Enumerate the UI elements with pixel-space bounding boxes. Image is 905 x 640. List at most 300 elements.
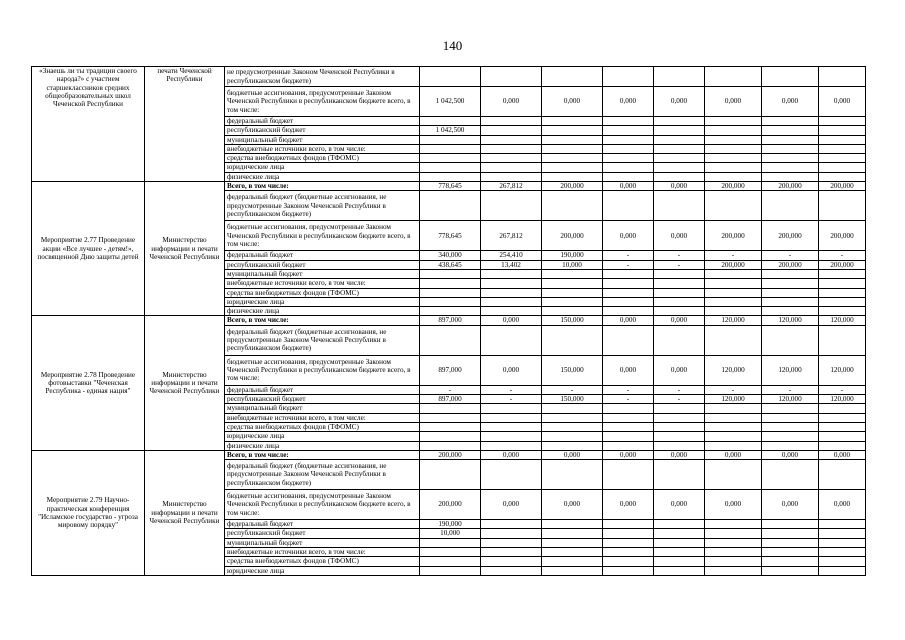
amount-cell <box>542 307 603 316</box>
amount-cell <box>762 413 819 422</box>
amount-cell <box>420 154 481 163</box>
amount-cell <box>603 135 654 144</box>
amount-cell <box>654 538 705 547</box>
amount-cell: 120,000 <box>819 395 866 404</box>
amount-cell: 120,000 <box>705 395 762 404</box>
amount-cell <box>420 325 481 355</box>
amount-cell <box>542 135 603 144</box>
executor-name: Министерство информации и печати Чеченской Республики <box>145 450 225 575</box>
amount-cell: 340,000 <box>420 251 481 260</box>
amount-cell: 200,000 <box>420 490 481 520</box>
amount-cell <box>481 441 542 450</box>
amount-cell <box>819 557 866 566</box>
amount-cell: 200,000 <box>819 221 866 251</box>
amount-cell <box>819 432 866 441</box>
amount-cell: 897,000 <box>420 316 481 325</box>
amount-cell <box>542 529 603 538</box>
amount-cell <box>819 126 866 135</box>
amount-cell <box>420 548 481 557</box>
amount-cell <box>762 422 819 431</box>
amount-cell <box>542 325 603 355</box>
amount-cell <box>481 288 542 297</box>
amount-cell <box>705 548 762 557</box>
amount-cell: 150,000 <box>542 395 603 404</box>
amount-cell <box>762 154 819 163</box>
amount-cell <box>420 163 481 172</box>
amount-cell <box>481 117 542 126</box>
amount-cell: 200,000 <box>705 182 762 191</box>
amount-cell <box>481 67 542 87</box>
amount-cell <box>705 288 762 297</box>
amount-cell: - <box>481 395 542 404</box>
amount-cell <box>762 117 819 126</box>
amount-cell: 0,000 <box>603 221 654 251</box>
funding-source: бюджетные ассигнования, предусмотренные Законом Чеченской Республики в республиканском бюджете всего, в том числе: <box>225 87 420 117</box>
amount-cell <box>603 154 654 163</box>
amount-cell: 0,000 <box>654 316 705 325</box>
amount-cell <box>603 325 654 355</box>
amount-cell: 10,000 <box>420 529 481 538</box>
amount-cell <box>481 566 542 575</box>
amount-cell: 150,000 <box>542 316 603 325</box>
amount-cell <box>603 538 654 547</box>
amount-cell <box>705 135 762 144</box>
amount-cell: 120,000 <box>705 355 762 385</box>
amount-cell <box>819 172 866 181</box>
amount-cell: 120,000 <box>705 316 762 325</box>
amount-cell <box>481 529 542 538</box>
funding-source: федеральный бюджет <box>225 520 420 529</box>
amount-cell <box>542 67 603 87</box>
amount-cell: - <box>603 251 654 260</box>
amount-cell <box>762 432 819 441</box>
table-row <box>32 450 866 459</box>
amount-cell: 200,000 <box>762 182 819 191</box>
amount-cell <box>819 538 866 547</box>
amount-cell: 200,000 <box>762 221 819 251</box>
amount-cell <box>705 144 762 153</box>
amount-cell: 190,000 <box>420 520 481 529</box>
activity-name: Мероприятие 2.79 Научно-практическая конференция "Исламское государство - угроза мировому порядку" <box>32 450 145 575</box>
amount-cell <box>654 413 705 422</box>
amount-cell <box>542 441 603 450</box>
amount-cell <box>481 154 542 163</box>
amount-cell <box>420 172 481 181</box>
amount-cell <box>542 191 603 221</box>
funding-source: муниципальный бюджет <box>225 269 420 278</box>
amount-cell <box>420 441 481 450</box>
amount-cell <box>819 460 866 490</box>
amount-cell <box>762 441 819 450</box>
amount-cell: 0,000 <box>542 87 603 117</box>
amount-cell <box>481 325 542 355</box>
amount-cell <box>542 297 603 306</box>
amount-cell <box>542 288 603 297</box>
amount-cell <box>420 297 481 306</box>
funding-source: бюджетные ассигнования, предусмотренные Законом Чеченской Республики в республиканском бюджете всего, в том числе: <box>225 221 420 251</box>
amount-cell <box>819 548 866 557</box>
amount-cell: - <box>420 385 481 394</box>
amount-cell <box>603 117 654 126</box>
amount-cell <box>481 548 542 557</box>
amount-cell <box>603 557 654 566</box>
amount-cell <box>420 288 481 297</box>
amount-cell <box>542 269 603 278</box>
amount-cell: - <box>542 385 603 394</box>
funding-source: средства внебюджетных фондов (ТФОМС) <box>225 422 420 431</box>
amount-cell: - <box>481 385 542 394</box>
amount-cell: 200,000 <box>762 260 819 269</box>
amount-cell: 120,000 <box>762 355 819 385</box>
amount-cell <box>819 191 866 221</box>
funding-source: муниципальный бюджет <box>225 135 420 144</box>
amount-cell <box>603 520 654 529</box>
amount-cell <box>420 307 481 316</box>
amount-cell <box>420 67 481 87</box>
amount-cell: 190,000 <box>542 251 603 260</box>
amount-cell <box>819 279 866 288</box>
amount-cell: 438,645 <box>420 260 481 269</box>
amount-cell: - <box>762 251 819 260</box>
amount-cell <box>603 144 654 153</box>
amount-cell <box>603 67 654 87</box>
amount-cell <box>762 548 819 557</box>
amount-cell <box>481 307 542 316</box>
amount-cell <box>654 557 705 566</box>
amount-cell <box>705 413 762 422</box>
funding-source: физические лица <box>225 307 420 316</box>
amount-cell: 200,000 <box>705 221 762 251</box>
amount-cell <box>762 404 819 413</box>
amount-cell <box>420 404 481 413</box>
amount-cell <box>420 144 481 153</box>
amount-cell <box>603 413 654 422</box>
amount-cell <box>654 154 705 163</box>
page-number: 140 <box>442 38 463 53</box>
amount-cell <box>705 172 762 181</box>
funding-source: федеральный бюджет (бюджетные ассигнования, не предусмотренные Законом Чеченской Республики в республиканском бюджете) <box>225 325 420 355</box>
amount-cell <box>542 163 603 172</box>
funding-source: средства внебюджетных фондов (ТФОМС) <box>225 154 420 163</box>
amount-cell <box>481 135 542 144</box>
funding-source: республиканский бюджет <box>225 395 420 404</box>
amount-cell: 0,000 <box>542 490 603 520</box>
amount-cell <box>762 566 819 575</box>
funding-source: юридические лица <box>225 432 420 441</box>
amount-cell <box>819 529 866 538</box>
amount-cell: - <box>654 395 705 404</box>
funding-source: внебюджетные источники всего, в том числе: <box>225 144 420 153</box>
amount-cell <box>654 172 705 181</box>
amount-cell <box>603 566 654 575</box>
funding-source: средства внебюджетных фондов (ТФОМС) <box>225 557 420 566</box>
amount-cell: 200,000 <box>542 182 603 191</box>
amount-cell <box>705 269 762 278</box>
amount-cell <box>705 297 762 306</box>
funding-source: республиканский бюджет <box>225 260 420 269</box>
amount-cell: 0,000 <box>603 450 654 459</box>
amount-cell <box>705 422 762 431</box>
amount-cell: 0,000 <box>819 490 866 520</box>
amount-cell <box>762 67 819 87</box>
amount-cell <box>819 297 866 306</box>
amount-cell <box>603 191 654 221</box>
amount-cell <box>654 422 705 431</box>
amount-cell <box>705 432 762 441</box>
table-row <box>32 67 866 87</box>
amount-cell: 0,000 <box>762 87 819 117</box>
amount-cell <box>705 126 762 135</box>
amount-cell <box>762 172 819 181</box>
amount-cell <box>654 520 705 529</box>
amount-cell <box>654 163 705 172</box>
amount-cell <box>762 538 819 547</box>
amount-cell <box>542 422 603 431</box>
funding-source: внебюджетные источники всего, в том числе: <box>225 548 420 557</box>
amount-cell: 0,000 <box>603 316 654 325</box>
amount-cell <box>481 144 542 153</box>
amount-cell <box>654 441 705 450</box>
amount-cell <box>705 279 762 288</box>
funding-source: средства внебюджетных фондов (ТФОМС) <box>225 288 420 297</box>
amount-cell <box>654 135 705 144</box>
amount-cell: 0,000 <box>654 182 705 191</box>
amount-cell: 0,000 <box>654 355 705 385</box>
funding-source: республиканский бюджет <box>225 126 420 135</box>
amount-cell <box>705 404 762 413</box>
amount-cell: 120,000 <box>762 316 819 325</box>
amount-cell <box>481 432 542 441</box>
amount-cell: - <box>762 385 819 394</box>
amount-cell <box>420 117 481 126</box>
amount-cell <box>481 163 542 172</box>
amount-cell <box>819 422 866 431</box>
amount-cell <box>603 126 654 135</box>
funding-source: Всего, в том числе: <box>225 316 420 325</box>
amount-cell <box>762 297 819 306</box>
amount-cell <box>762 163 819 172</box>
amount-cell <box>603 432 654 441</box>
amount-cell <box>481 557 542 566</box>
amount-cell <box>654 297 705 306</box>
amount-cell <box>420 566 481 575</box>
amount-cell <box>603 288 654 297</box>
amount-cell <box>762 460 819 490</box>
amount-cell <box>819 566 866 575</box>
funding-source: федеральный бюджет (бюджетные ассигнования, не предусмотренные Законом Чеченской Республики в республиканском бюджете) <box>225 460 420 490</box>
amount-cell <box>654 269 705 278</box>
amount-cell <box>705 538 762 547</box>
amount-cell <box>542 404 603 413</box>
amount-cell <box>603 307 654 316</box>
amount-cell <box>705 307 762 316</box>
amount-cell: 0,000 <box>654 450 705 459</box>
amount-cell <box>705 566 762 575</box>
amount-cell <box>654 126 705 135</box>
amount-cell <box>762 529 819 538</box>
amount-cell <box>819 117 866 126</box>
amount-cell <box>481 269 542 278</box>
amount-cell <box>603 163 654 172</box>
amount-cell <box>481 404 542 413</box>
amount-cell: 0,000 <box>654 221 705 251</box>
amount-cell <box>705 154 762 163</box>
funding-source: Всего, в том числе: <box>225 450 420 459</box>
amount-cell <box>819 269 866 278</box>
amount-cell <box>705 557 762 566</box>
funding-source: физические лица <box>225 441 420 450</box>
amount-cell: 0,000 <box>654 87 705 117</box>
amount-cell <box>705 67 762 87</box>
amount-cell <box>542 548 603 557</box>
amount-cell <box>603 460 654 490</box>
amount-cell <box>542 557 603 566</box>
amount-cell <box>819 163 866 172</box>
amount-cell <box>654 529 705 538</box>
amount-cell <box>542 154 603 163</box>
amount-cell <box>705 529 762 538</box>
amount-cell <box>762 144 819 153</box>
amount-cell: 897,000 <box>420 395 481 404</box>
amount-cell <box>819 154 866 163</box>
amount-cell <box>481 422 542 431</box>
funding-source: федеральный бюджет <box>225 117 420 126</box>
amount-cell <box>819 441 866 450</box>
amount-cell <box>420 422 481 431</box>
activity-name: «Знаешь ли ты традиции своего народа?» с участием старшеклассников средних общеобразовательных школ Чеченской Республики <box>32 67 145 182</box>
amount-cell <box>481 172 542 181</box>
amount-cell <box>420 191 481 221</box>
amount-cell <box>481 279 542 288</box>
amount-cell: 0,000 <box>481 490 542 520</box>
amount-cell <box>654 307 705 316</box>
amount-cell: 10,000 <box>542 260 603 269</box>
funding-source: муниципальный бюджет <box>225 538 420 547</box>
amount-cell: 200,000 <box>420 450 481 459</box>
amount-cell <box>705 325 762 355</box>
amount-cell <box>762 269 819 278</box>
amount-cell: 1 042,500 <box>420 126 481 135</box>
amount-cell <box>420 432 481 441</box>
amount-cell <box>603 269 654 278</box>
amount-cell <box>762 307 819 316</box>
amount-cell: - <box>603 260 654 269</box>
amount-cell <box>762 288 819 297</box>
amount-cell <box>542 432 603 441</box>
amount-cell <box>762 325 819 355</box>
amount-cell: 0,000 <box>481 316 542 325</box>
funding-source: юридические лица <box>225 297 420 306</box>
amount-cell <box>481 520 542 529</box>
amount-cell <box>762 126 819 135</box>
amount-cell <box>420 557 481 566</box>
amount-cell <box>420 269 481 278</box>
amount-cell: - <box>654 260 705 269</box>
amount-cell: - <box>603 385 654 394</box>
amount-cell <box>705 460 762 490</box>
amount-cell: - <box>654 385 705 394</box>
funding-source: федеральный бюджет <box>225 385 420 394</box>
amount-cell: 0,000 <box>819 450 866 459</box>
amount-cell: 200,000 <box>542 221 603 251</box>
amount-cell <box>705 191 762 221</box>
funding-source: муниципальный бюджет <box>225 404 420 413</box>
amount-cell <box>819 404 866 413</box>
amount-cell <box>654 279 705 288</box>
amount-cell: 0,000 <box>481 355 542 385</box>
executor-name: печати Чеченской Республики <box>145 67 225 182</box>
amount-cell <box>762 191 819 221</box>
amount-cell <box>481 460 542 490</box>
amount-cell: 200,000 <box>819 260 866 269</box>
amount-cell <box>819 307 866 316</box>
amount-cell: 0,000 <box>819 87 866 117</box>
amount-cell <box>819 67 866 87</box>
amount-cell <box>762 557 819 566</box>
amount-cell <box>481 413 542 422</box>
amount-cell <box>654 117 705 126</box>
funding-source: физические лица <box>225 172 420 181</box>
amount-cell <box>762 520 819 529</box>
amount-cell <box>654 67 705 87</box>
amount-cell: 0,000 <box>705 490 762 520</box>
amount-cell <box>542 413 603 422</box>
amount-cell: - <box>705 251 762 260</box>
amount-cell <box>481 191 542 221</box>
amount-cell: 0,000 <box>481 87 542 117</box>
amount-cell <box>603 548 654 557</box>
funding-source: федеральный бюджет (бюджетные ассигнования, не предусмотренные Законом Чеченской Республики в республиканском бюджете) <box>225 191 420 221</box>
amount-cell <box>654 288 705 297</box>
funding-source: внебюджетные источники всего, в том числе: <box>225 413 420 422</box>
amount-cell <box>420 279 481 288</box>
amount-cell <box>654 144 705 153</box>
amount-cell <box>603 404 654 413</box>
amount-cell <box>542 538 603 547</box>
amount-cell <box>603 422 654 431</box>
amount-cell <box>603 529 654 538</box>
amount-cell <box>762 135 819 144</box>
amount-cell <box>542 126 603 135</box>
amount-cell <box>654 432 705 441</box>
amount-cell <box>705 441 762 450</box>
table-row <box>32 182 866 191</box>
funding-source: бюджетные ассигнования, предусмотренные Законом Чеченской Республики в республиканском бюджете всего, в том числе: <box>225 490 420 520</box>
amount-cell <box>603 172 654 181</box>
amount-cell: 897,000 <box>420 355 481 385</box>
amount-cell <box>420 135 481 144</box>
amount-cell <box>819 413 866 422</box>
amount-cell: 0,000 <box>603 355 654 385</box>
amount-cell <box>705 163 762 172</box>
activity-name: Мероприятие 2.78 Проведение фотовыставки "Чеченская Республика - единая нация" <box>32 316 145 450</box>
amount-cell: 254,410 <box>481 251 542 260</box>
amount-cell: 778,645 <box>420 182 481 191</box>
amount-cell: 0,000 <box>654 490 705 520</box>
funding-source: юридические лица <box>225 566 420 575</box>
amount-cell <box>542 172 603 181</box>
amount-cell: - <box>603 395 654 404</box>
amount-cell: 200,000 <box>819 182 866 191</box>
budget-table <box>31 66 866 576</box>
funding-source: республиканский бюджет <box>225 529 420 538</box>
amount-cell: 0,000 <box>603 490 654 520</box>
amount-cell <box>603 441 654 450</box>
amount-cell <box>654 404 705 413</box>
amount-cell: 13,402 <box>481 260 542 269</box>
amount-cell: 150,000 <box>542 355 603 385</box>
table-row <box>32 316 866 325</box>
